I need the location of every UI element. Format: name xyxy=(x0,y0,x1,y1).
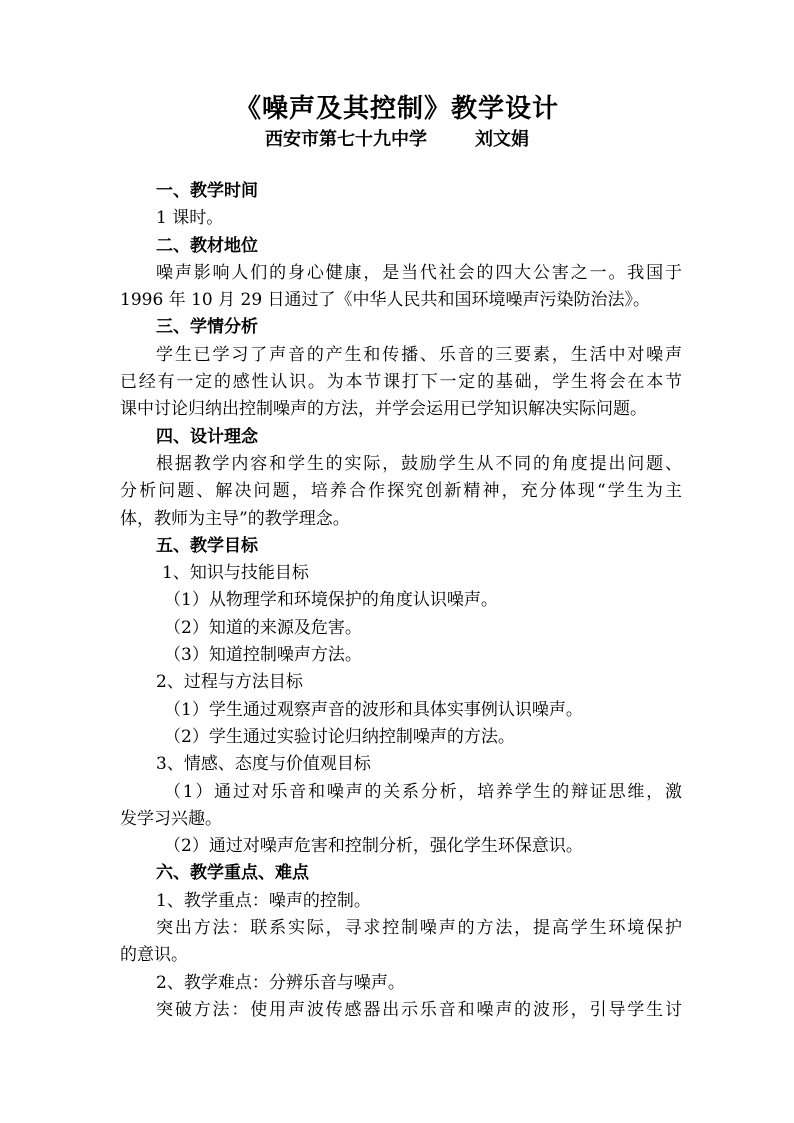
subheading-line: 2、教学难点：分辨乐音与噪声。 xyxy=(156,972,405,993)
subheading-line: 3、情感、态度与价值观目标 xyxy=(156,754,371,775)
list-item: （1）通过对乐音和噪声的关系分析，培养学生的辩证思维，激 xyxy=(164,781,682,802)
paragraph-line: 已经有一定的感性认识。为本节课打下一定的基础，学生将会在本节 xyxy=(120,372,682,393)
subheading-line: 1、知识与技能目标 xyxy=(162,563,309,584)
section-heading-goals: 五、教学目标 xyxy=(156,535,258,556)
list-item: （1）学生通过观察声音的波形和具体实事例认识噪声。 xyxy=(164,699,583,720)
section-heading-concept: 四、设计理念 xyxy=(156,426,258,447)
subheading-line: 1、教学重点：噪声的控制。 xyxy=(156,890,371,911)
paragraph-line: 课中讨论归纳出控制噪声的方法，并学会运用已学知识解决实际问题。 xyxy=(120,399,647,420)
list-item: （2）学生通过实验讨论归纳控制噪声的方法。 xyxy=(164,726,515,747)
list-item: （2）通过对噪声危害和控制分析，强化学生环保意识。 xyxy=(164,836,583,857)
paragraph-line: 突出方法：联系实际，寻求控制噪声的方法，提高学生环境保护 xyxy=(156,918,682,939)
author-line xyxy=(0,127,794,153)
list-item: （2）知道的来源及危害。 xyxy=(164,617,362,638)
paragraph-line: 体，教师为主导”的教学理念。 xyxy=(120,508,350,529)
school-name: 西安市第七十九中学 xyxy=(265,129,427,150)
section-heading-time: 一、教学时间 xyxy=(156,181,258,201)
paragraph-line: 突破方法：使用声波传感器出示乐音和噪声的波形，引导学生讨 xyxy=(156,999,682,1020)
document-body xyxy=(120,178,682,1024)
paragraph-line: 发学习兴趣。 xyxy=(120,808,222,829)
page-title: 《噪声及其控制》教学设计 xyxy=(234,94,559,124)
paragraph-line: 分析问题、解决问题，培养合作探究创新精神，充分体现“学生为主 xyxy=(120,481,682,502)
paragraph-line: 的意识。 xyxy=(120,945,188,966)
section-heading-analysis: 三、学情分析 xyxy=(156,317,258,338)
section-heading-status: 二、教材地位 xyxy=(156,235,258,256)
paragraph-line: 1996 年 10 月 29 日通过了《中华人民共和国环境噪声污染防治法》。 xyxy=(120,290,651,311)
paragraph-line: 学生已学习了声音的产生和传播、乐音的三要素，生活中对噪声 xyxy=(156,344,682,365)
paragraph-line: 1 课时。 xyxy=(156,208,224,229)
list-item: （1）从物理学和环境保护的角度认识噪声。 xyxy=(164,590,498,611)
subheading-line: 2、过程与方法目标 xyxy=(156,672,303,693)
paragraph-line: 噪声影响人们的身心健康，是当代社会的四大公害之一。我国于 xyxy=(156,262,682,283)
section-heading-key-points: 六、教学重点、难点 xyxy=(156,863,309,884)
paragraph-line: 根据教学内容和学生的实际，鼓励学生从不同的角度提出问题、 xyxy=(156,453,682,474)
list-item: （3）知道控制噪声方法。 xyxy=(164,645,362,666)
author-name: 刘文娟 xyxy=(475,129,529,150)
